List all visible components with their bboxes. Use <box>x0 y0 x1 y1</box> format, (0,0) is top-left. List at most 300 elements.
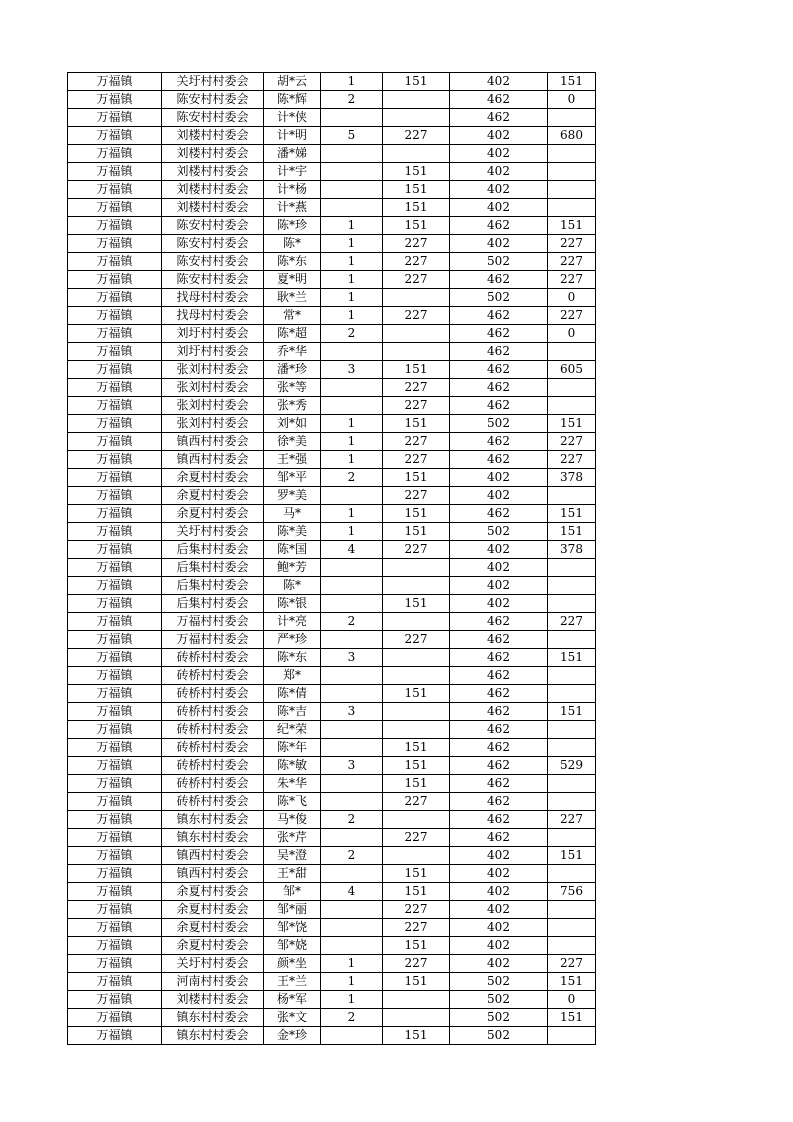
count-cell <box>321 379 383 397</box>
village-cell: 镇西村村委会 <box>162 865 264 883</box>
count-cell: 3 <box>321 757 383 775</box>
name-cell: 陈*珍 <box>264 217 321 235</box>
table-row <box>68 937 596 955</box>
amount-a-cell: 151 <box>383 937 450 955</box>
town-cell: 万福镇 <box>68 955 162 973</box>
town-cell: 万福镇 <box>68 379 162 397</box>
name-cell: 马*俊 <box>264 811 321 829</box>
amount-b-cell: 462 <box>450 217 548 235</box>
amount-a-cell: 151 <box>383 757 450 775</box>
total-cell <box>548 487 596 505</box>
total-cell <box>548 631 596 649</box>
amount-b-cell: 402 <box>450 559 548 577</box>
name-cell: 陈*国 <box>264 541 321 559</box>
table-row <box>68 793 596 811</box>
table-row <box>68 865 596 883</box>
village-cell: 陈安村村委会 <box>162 253 264 271</box>
total-cell: 151 <box>548 523 596 541</box>
name-cell: 鲍*芳 <box>264 559 321 577</box>
village-cell: 砖桥村村委会 <box>162 793 264 811</box>
amount-a-cell: 151 <box>383 217 450 235</box>
amount-a-cell: 227 <box>383 397 450 415</box>
amount-b-cell: 462 <box>450 775 548 793</box>
name-cell: 张*芹 <box>264 829 321 847</box>
village-cell: 砖桥村村委会 <box>162 649 264 667</box>
count-cell: 1 <box>321 973 383 991</box>
total-cell <box>548 595 596 613</box>
total-cell <box>548 181 596 199</box>
amount-b-cell: 502 <box>450 289 548 307</box>
amount-b-cell: 402 <box>450 901 548 919</box>
table-row <box>68 595 596 613</box>
table-row <box>68 505 596 523</box>
total-cell <box>548 919 596 937</box>
name-cell: 吴*澄 <box>264 847 321 865</box>
count-cell: 1 <box>321 433 383 451</box>
town-cell: 万福镇 <box>68 577 162 595</box>
table-row <box>68 145 596 163</box>
village-cell: 陈安村村委会 <box>162 109 264 127</box>
table-row <box>68 397 596 415</box>
village-cell: 刘圩村村委会 <box>162 325 264 343</box>
amount-a-cell: 227 <box>383 271 450 289</box>
amount-b-cell: 402 <box>450 541 548 559</box>
village-cell: 砖桥村村委会 <box>162 757 264 775</box>
amount-b-cell: 462 <box>450 451 548 469</box>
village-cell: 镇东村村委会 <box>162 811 264 829</box>
name-cell: 计*宇 <box>264 163 321 181</box>
total-cell <box>548 829 596 847</box>
amount-b-cell: 402 <box>450 235 548 253</box>
village-cell: 刘楼村村委会 <box>162 163 264 181</box>
village-cell: 余夏村村委会 <box>162 469 264 487</box>
total-cell: 227 <box>548 235 596 253</box>
name-cell: 张*等 <box>264 379 321 397</box>
amount-b-cell: 462 <box>450 703 548 721</box>
total-cell <box>548 901 596 919</box>
town-cell: 万福镇 <box>68 793 162 811</box>
village-cell: 刘楼村村委会 <box>162 145 264 163</box>
name-cell: 胡*云 <box>264 73 321 91</box>
name-cell: 陈*年 <box>264 739 321 757</box>
count-cell <box>321 667 383 685</box>
count-cell: 4 <box>321 883 383 901</box>
amount-b-cell: 402 <box>450 199 548 217</box>
count-cell: 1 <box>321 307 383 325</box>
amount-b-cell: 402 <box>450 145 548 163</box>
town-cell: 万福镇 <box>68 937 162 955</box>
name-cell: 王*甜 <box>264 865 321 883</box>
amount-b-cell: 502 <box>450 523 548 541</box>
amount-a-cell <box>383 991 450 1009</box>
amount-a-cell: 227 <box>383 379 450 397</box>
total-cell: 227 <box>548 433 596 451</box>
amount-a-cell <box>383 343 450 361</box>
amount-b-cell: 462 <box>450 91 548 109</box>
total-cell <box>548 199 596 217</box>
amount-a-cell <box>383 613 450 631</box>
town-cell: 万福镇 <box>68 487 162 505</box>
town-cell: 万福镇 <box>68 541 162 559</box>
town-cell: 万福镇 <box>68 271 162 289</box>
table-row <box>68 703 596 721</box>
count-cell <box>321 793 383 811</box>
name-cell: 陈* <box>264 235 321 253</box>
amount-b-cell: 402 <box>450 577 548 595</box>
amount-a-cell <box>383 577 450 595</box>
town-cell: 万福镇 <box>68 901 162 919</box>
total-cell: 378 <box>548 469 596 487</box>
town-cell: 万福镇 <box>68 307 162 325</box>
town-cell: 万福镇 <box>68 991 162 1009</box>
amount-a-cell: 151 <box>383 883 450 901</box>
table-row <box>68 847 596 865</box>
amount-b-cell: 462 <box>450 271 548 289</box>
village-cell: 陈安村村委会 <box>162 217 264 235</box>
village-cell: 镇东村村委会 <box>162 829 264 847</box>
village-cell: 万福村村委会 <box>162 613 264 631</box>
table-row <box>68 343 596 361</box>
name-cell: 陈*倩 <box>264 685 321 703</box>
village-cell: 刘楼村村委会 <box>162 991 264 1009</box>
amount-a-cell: 227 <box>383 541 450 559</box>
total-cell <box>548 937 596 955</box>
table-row <box>68 361 596 379</box>
village-cell: 张刘村村委会 <box>162 397 264 415</box>
count-cell: 1 <box>321 415 383 433</box>
amount-b-cell: 502 <box>450 1009 548 1027</box>
town-cell: 万福镇 <box>68 973 162 991</box>
amount-b-cell: 462 <box>450 325 548 343</box>
name-cell: 潘*娣 <box>264 145 321 163</box>
count-cell <box>321 865 383 883</box>
name-cell: 张*秀 <box>264 397 321 415</box>
table-row <box>68 829 596 847</box>
table-row <box>68 469 596 487</box>
village-cell: 后集村村委会 <box>162 559 264 577</box>
total-cell <box>548 577 596 595</box>
name-cell: 计*燕 <box>264 199 321 217</box>
amount-a-cell: 227 <box>383 631 450 649</box>
count-cell <box>321 163 383 181</box>
village-cell: 余夏村村委会 <box>162 937 264 955</box>
total-cell: 378 <box>548 541 596 559</box>
amount-a-cell: 227 <box>383 433 450 451</box>
amount-a-cell <box>383 811 450 829</box>
table-row <box>68 955 596 973</box>
count-cell <box>321 199 383 217</box>
amount-a-cell: 227 <box>383 487 450 505</box>
count-cell: 3 <box>321 649 383 667</box>
table-row <box>68 379 596 397</box>
table-row <box>68 181 596 199</box>
name-cell: 杨*军 <box>264 991 321 1009</box>
total-cell <box>548 685 596 703</box>
town-cell: 万福镇 <box>68 469 162 487</box>
amount-a-cell <box>383 667 450 685</box>
town-cell: 万福镇 <box>68 127 162 145</box>
total-cell: 227 <box>548 307 596 325</box>
table-row <box>68 433 596 451</box>
amount-a-cell: 227 <box>383 127 450 145</box>
total-cell <box>548 343 596 361</box>
name-cell: 陈*超 <box>264 325 321 343</box>
town-cell: 万福镇 <box>68 649 162 667</box>
count-cell <box>321 487 383 505</box>
village-cell: 关圩村村委会 <box>162 73 264 91</box>
amount-b-cell: 462 <box>450 613 548 631</box>
name-cell: 徐*美 <box>264 433 321 451</box>
total-cell: 151 <box>548 973 596 991</box>
village-cell: 镇西村村委会 <box>162 451 264 469</box>
name-cell: 王*强 <box>264 451 321 469</box>
village-cell: 后集村村委会 <box>162 595 264 613</box>
amount-b-cell: 462 <box>450 793 548 811</box>
amount-b-cell: 462 <box>450 505 548 523</box>
total-cell: 227 <box>548 451 596 469</box>
total-cell: 0 <box>548 991 596 1009</box>
total-cell <box>548 739 596 757</box>
total-cell: 0 <box>548 289 596 307</box>
total-cell <box>548 793 596 811</box>
table-row <box>68 415 596 433</box>
table-row <box>68 811 596 829</box>
name-cell: 计*亮 <box>264 613 321 631</box>
amount-b-cell: 402 <box>450 73 548 91</box>
amount-b-cell: 402 <box>450 487 548 505</box>
amount-b-cell: 462 <box>450 811 548 829</box>
village-cell: 砖桥村村委会 <box>162 775 264 793</box>
town-cell: 万福镇 <box>68 433 162 451</box>
town-cell: 万福镇 <box>68 505 162 523</box>
count-cell: 1 <box>321 73 383 91</box>
table-row <box>68 685 596 703</box>
village-cell: 找母村村委会 <box>162 289 264 307</box>
village-cell: 张刘村村委会 <box>162 361 264 379</box>
town-cell: 万福镇 <box>68 703 162 721</box>
village-cell: 刘楼村村委会 <box>162 199 264 217</box>
amount-b-cell: 462 <box>450 379 548 397</box>
count-cell <box>321 901 383 919</box>
village-cell: 余夏村村委会 <box>162 901 264 919</box>
table-row <box>68 559 596 577</box>
amount-a-cell: 151 <box>383 739 450 757</box>
amount-a-cell: 227 <box>383 793 450 811</box>
count-cell: 2 <box>321 847 383 865</box>
name-cell: 郑* <box>264 667 321 685</box>
amount-b-cell: 402 <box>450 919 548 937</box>
amount-a-cell: 227 <box>383 235 450 253</box>
count-cell <box>321 721 383 739</box>
table-row <box>68 523 596 541</box>
table-row <box>68 739 596 757</box>
amount-a-cell <box>383 847 450 865</box>
table-row <box>68 91 596 109</box>
table-row <box>68 721 596 739</box>
count-cell: 1 <box>321 271 383 289</box>
total-cell: 151 <box>548 703 596 721</box>
amount-b-cell: 402 <box>450 469 548 487</box>
town-cell: 万福镇 <box>68 253 162 271</box>
count-cell: 2 <box>321 1009 383 1027</box>
amount-b-cell: 402 <box>450 595 548 613</box>
table-row <box>68 919 596 937</box>
amount-b-cell: 462 <box>450 361 548 379</box>
amount-b-cell: 402 <box>450 847 548 865</box>
name-cell: 陈*飞 <box>264 793 321 811</box>
total-cell: 227 <box>548 811 596 829</box>
village-cell: 镇东村村委会 <box>162 1027 264 1045</box>
town-cell: 万福镇 <box>68 829 162 847</box>
village-cell: 后集村村委会 <box>162 577 264 595</box>
amount-a-cell <box>383 325 450 343</box>
amount-a-cell: 151 <box>383 505 450 523</box>
name-cell: 计*明 <box>264 127 321 145</box>
table-row <box>68 883 596 901</box>
amount-b-cell: 402 <box>450 865 548 883</box>
count-cell: 1 <box>321 991 383 1009</box>
village-cell: 镇西村村委会 <box>162 433 264 451</box>
count-cell <box>321 631 383 649</box>
village-cell: 余夏村村委会 <box>162 487 264 505</box>
amount-b-cell: 402 <box>450 181 548 199</box>
amount-a-cell: 151 <box>383 181 450 199</box>
town-cell: 万福镇 <box>68 631 162 649</box>
name-cell: 马* <box>264 505 321 523</box>
name-cell: 陈*敏 <box>264 757 321 775</box>
count-cell <box>321 829 383 847</box>
count-cell: 3 <box>321 703 383 721</box>
amount-b-cell: 402 <box>450 163 548 181</box>
town-cell: 万福镇 <box>68 775 162 793</box>
village-cell: 余夏村村委会 <box>162 919 264 937</box>
village-cell: 陈安村村委会 <box>162 235 264 253</box>
village-cell: 砖桥村村委会 <box>162 667 264 685</box>
count-cell <box>321 181 383 199</box>
name-cell: 陈*银 <box>264 595 321 613</box>
name-cell: 潘*珍 <box>264 361 321 379</box>
name-cell: 陈*东 <box>264 649 321 667</box>
total-cell: 756 <box>548 883 596 901</box>
count-cell: 2 <box>321 325 383 343</box>
total-cell <box>548 163 596 181</box>
total-cell: 151 <box>548 1009 596 1027</box>
amount-a-cell: 151 <box>383 973 450 991</box>
town-cell: 万福镇 <box>68 325 162 343</box>
amount-a-cell: 151 <box>383 469 450 487</box>
town-cell: 万福镇 <box>68 1027 162 1045</box>
town-cell: 万福镇 <box>68 91 162 109</box>
town-cell: 万福镇 <box>68 235 162 253</box>
total-cell: 227 <box>548 955 596 973</box>
amount-b-cell: 402 <box>450 955 548 973</box>
town-cell: 万福镇 <box>68 163 162 181</box>
name-cell: 陈*辉 <box>264 91 321 109</box>
table-row <box>68 217 596 235</box>
town-cell: 万福镇 <box>68 811 162 829</box>
amount-a-cell: 151 <box>383 163 450 181</box>
amount-b-cell: 462 <box>450 739 548 757</box>
village-cell: 张刘村村委会 <box>162 379 264 397</box>
amount-a-cell: 227 <box>383 919 450 937</box>
town-cell: 万福镇 <box>68 145 162 163</box>
amount-a-cell <box>383 145 450 163</box>
village-cell: 砖桥村村委会 <box>162 721 264 739</box>
town-cell: 万福镇 <box>68 865 162 883</box>
village-cell: 关圩村村委会 <box>162 955 264 973</box>
table-row <box>68 487 596 505</box>
town-cell: 万福镇 <box>68 685 162 703</box>
village-cell: 刘楼村村委会 <box>162 127 264 145</box>
name-cell: 乔*华 <box>264 343 321 361</box>
name-cell: 邹*丽 <box>264 901 321 919</box>
town-cell: 万福镇 <box>68 595 162 613</box>
amount-b-cell: 502 <box>450 253 548 271</box>
amount-b-cell: 402 <box>450 127 548 145</box>
total-cell: 151 <box>548 847 596 865</box>
total-cell <box>548 145 596 163</box>
table-row <box>68 127 596 145</box>
count-cell: 5 <box>321 127 383 145</box>
name-cell: 常* <box>264 307 321 325</box>
total-cell: 151 <box>548 415 596 433</box>
amount-b-cell: 462 <box>450 829 548 847</box>
count-cell: 1 <box>321 289 383 307</box>
total-cell: 151 <box>548 217 596 235</box>
town-cell: 万福镇 <box>68 199 162 217</box>
name-cell: 计*侠 <box>264 109 321 127</box>
amount-a-cell: 227 <box>383 901 450 919</box>
village-cell: 张刘村村委会 <box>162 415 264 433</box>
name-cell: 朱*华 <box>264 775 321 793</box>
table-row <box>68 271 596 289</box>
amount-a-cell: 151 <box>383 1027 450 1045</box>
total-cell: 227 <box>548 271 596 289</box>
amount-b-cell: 462 <box>450 307 548 325</box>
name-cell: 邹*饶 <box>264 919 321 937</box>
amount-b-cell: 462 <box>450 667 548 685</box>
table-row <box>68 253 596 271</box>
name-cell: 严*珍 <box>264 631 321 649</box>
town-cell: 万福镇 <box>68 1009 162 1027</box>
amount-a-cell <box>383 1009 450 1027</box>
village-cell: 刘楼村村委会 <box>162 181 264 199</box>
total-cell: 529 <box>548 757 596 775</box>
table-row <box>68 451 596 469</box>
total-cell: 0 <box>548 91 596 109</box>
total-cell: 151 <box>548 649 596 667</box>
town-cell: 万福镇 <box>68 181 162 199</box>
village-cell: 砖桥村村委会 <box>162 703 264 721</box>
amount-a-cell: 151 <box>383 865 450 883</box>
table-row <box>68 541 596 559</box>
village-cell: 镇东村村委会 <box>162 1009 264 1027</box>
town-cell: 万福镇 <box>68 883 162 901</box>
amount-a-cell <box>383 91 450 109</box>
amount-a-cell: 227 <box>383 253 450 271</box>
table-row <box>68 307 596 325</box>
amount-a-cell: 227 <box>383 307 450 325</box>
amount-a-cell: 151 <box>383 775 450 793</box>
name-cell: 邹*平 <box>264 469 321 487</box>
total-cell <box>548 721 596 739</box>
amount-a-cell: 151 <box>383 685 450 703</box>
name-cell: 夏*明 <box>264 271 321 289</box>
table-row <box>68 163 596 181</box>
amount-a-cell: 227 <box>383 451 450 469</box>
total-cell: 605 <box>548 361 596 379</box>
table-row <box>68 73 596 91</box>
